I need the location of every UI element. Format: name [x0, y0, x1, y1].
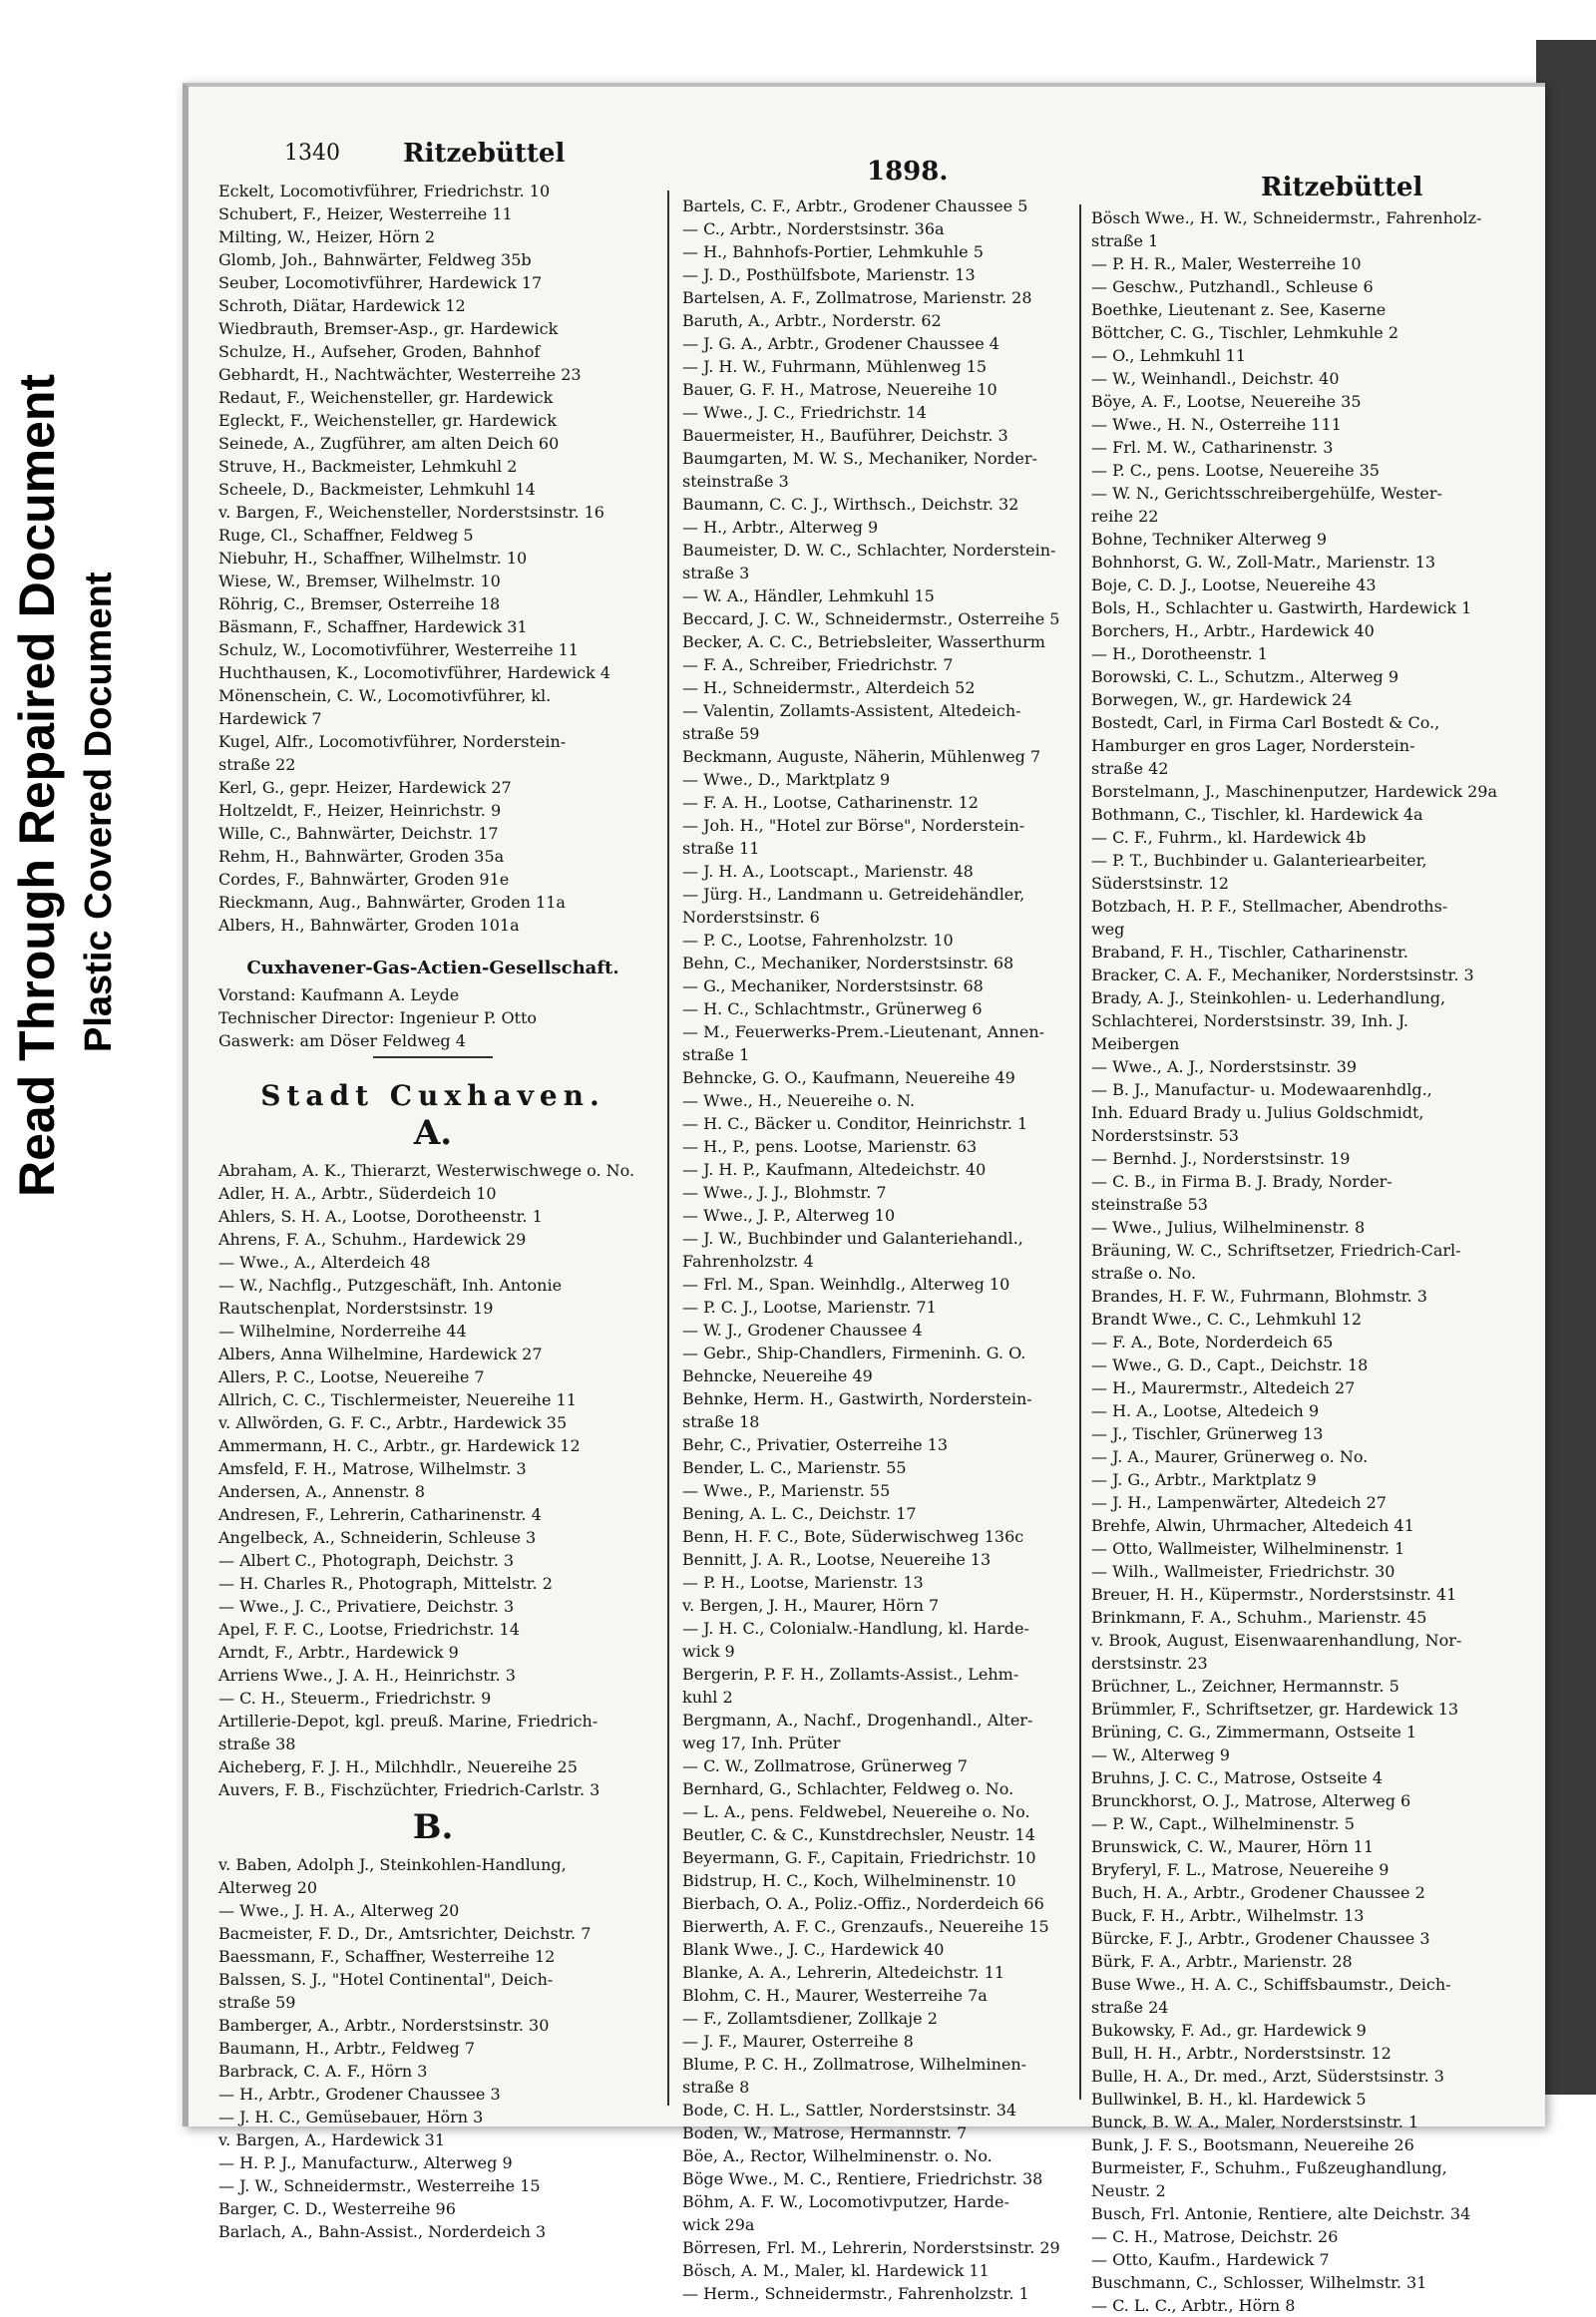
directory-entry: Fahrenholzstr. 4 — [682, 1252, 814, 1271]
directory-entry: — P. C., Lootse, Fahrenholzstr. 10 — [682, 931, 954, 950]
directory-entry: Eckelt, Locomotivführer, Friedrichstr. 10 — [218, 182, 551, 200]
directory-entry: steinstraße 3 — [682, 472, 789, 491]
page-number: 1340 — [284, 141, 340, 166]
directory-entry: — C. L. C., Arbtr., Hörn 8 — [1091, 2296, 1296, 2315]
directory-entry: — Joh. H., "Hotel zur Börse", Norderstein- — [682, 816, 1025, 835]
directory-entry: — C. H., Steuerm., Friedrichstr. 9 — [218, 1689, 492, 1708]
directory-entry: Röhrig, C., Bremser, Osterreihe 18 — [218, 594, 501, 613]
directory-entry: — F. A., Bote, Norderdeich 65 — [1091, 1333, 1334, 1352]
directory-entry: — W. A., Händler, Lehmkuhl 15 — [682, 586, 935, 605]
directory-entry: Rieckmann, Aug., Bahnwärter, Groden 11a — [218, 893, 566, 912]
directory-entry: Bostedt, Carl, in Firma Carl Bostedt & Co., — [1091, 713, 1440, 732]
directory-entry: Gebhardt, H., Nachtwächter, Westerreihe 23 — [218, 365, 582, 384]
directory-entry: — M., Feuerwerks-Prem.-Lieutenant, Annen- — [682, 1022, 1045, 1041]
directory-entry: Bothmann, C., Tischler, kl. Hardewick 4a — [1091, 805, 1423, 824]
directory-entry: — J. G. A., Arbtr., Grodener Chaussee 4 — [682, 334, 999, 353]
document-page — [183, 83, 1545, 2315]
directory-entry: Bohnhorst, G. W., Zoll-Matr., Marienstr. 13 — [1091, 553, 1436, 572]
column-1 — [218, 180, 647, 2241]
directory-entry: Behn, C., Mechaniker, Norderstsinstr. 68 — [682, 954, 1014, 972]
directory-entry: Beyermann, G. F., Capitain, Friedrichstr. 10 — [682, 1848, 1036, 1867]
directory-entry: Benn, H. F. C., Bote, Süderwischweg 136c — [682, 1527, 1024, 1546]
directory-entry: straße 1 — [682, 1045, 750, 1064]
directory-entry: Holtzeldt, F., Heizer, Heinrichstr. 9 — [218, 801, 502, 820]
directory-entry: Süderstsinstr. 12 — [1091, 874, 1229, 893]
gas-company-entries — [218, 983, 647, 1052]
directory-entry: — P. C., pens. Lootse, Neuereihe 35 — [1091, 461, 1380, 480]
directory-entry: Norderstsinstr. 53 — [1091, 1126, 1239, 1145]
directory-entry: straße 8 — [682, 2078, 750, 2097]
directory-entry: Baumann, H., Arbtr., Feldweg 7 — [218, 2039, 476, 2058]
directory-entry: Arriens Wwe., J. A. H., Heinrichstr. 3 — [218, 1666, 516, 1685]
directory-entry: Rautschenplat, Norderstsinstr. 19 — [218, 1299, 494, 1318]
directory-entry: Brunswick, C. W., Maurer, Hörn 11 — [1091, 1837, 1375, 1856]
directory-entry: Bergerin, P. F. H., Zollamts-Assist., Lehm- — [682, 1665, 1019, 1684]
directory-entry: — J. H. P., Kaufmann, Altedeichstr. 40 — [682, 1160, 987, 1179]
directory-entry: — F. A., Schreiber, Friedrichstr. 7 — [682, 655, 954, 674]
city-title: Stadt Cuxhaven. — [260, 1079, 605, 1112]
directory-entry: straße 11 — [682, 839, 760, 858]
directory-entry: Bartelsen, A. F., Zollmatrose, Marienstr. 28 — [682, 288, 1032, 307]
directory-entry: Behr, C., Privatier, Osterreihe 13 — [682, 1435, 949, 1454]
directory-entry: — C. F., Fuhrm., kl. Hardewick 4b — [1091, 828, 1367, 847]
directory-entry: — Wwe., Julius, Wilhelminenstr. 8 — [1091, 1218, 1366, 1237]
directory-entry: — H., Schneidermstr., Alterdeich 52 — [682, 678, 976, 697]
directory-entry: — Gebr., Ship-Chandlers, Firmeninh. G. O. — [682, 1344, 1026, 1362]
directory-entry: — W. J., Grodener Chaussee 4 — [682, 1321, 923, 1340]
header-left: Ritzebüttel — [403, 139, 566, 169]
directory-entry: Ahrens, F. A., Schuhm., Hardewick 29 — [218, 1230, 527, 1249]
directory-entry: Bauer, G. F. H., Matrose, Neuereihe 10 — [682, 380, 998, 399]
directory-entry: weg — [1091, 920, 1125, 939]
directory-entry: Bösch Wwe., H. W., Schneidermstr., Fahrenholz- — [1091, 208, 1482, 227]
directory-entry: — J. F., Maurer, Osterreihe 8 — [682, 2032, 914, 2051]
directory-entry: Baumann, C. C. J., Wirthsch., Deichstr. 32 — [682, 495, 1019, 514]
directory-entry: v. Baben, Adolph J., Steinkohlen-Handlung, — [218, 1855, 567, 1874]
directory-entry: Boden, W., Matrose, Hermannstr. 7 — [682, 2124, 968, 2142]
directory-entry: — G., Mechaniker, Norderstsinstr. 68 — [682, 976, 984, 995]
directory-entry: — P. C. J., Lootse, Marienstr. 71 — [682, 1298, 937, 1317]
directory-entry: — Geschw., Putzhandl., Schleuse 6 — [1091, 277, 1374, 296]
directory-entry: Böe, A., Rector, Wilhelminenstr. o. No. — [682, 2146, 993, 2165]
column-divider-1 — [667, 191, 669, 2106]
directory-entry: Bierwerth, A. F. C., Grenzaufs., Neuereihe 15 — [682, 1917, 1049, 1936]
directory-entry: Bukowsky, F. Ad., gr. Hardewick 9 — [1091, 2021, 1367, 2040]
column-2-entries — [682, 194, 1081, 2305]
directory-entry: — H. A., Lootse, Altedeich 9 — [1091, 1401, 1320, 1420]
directory-entry: — Wwe., H., Neuereihe o. N. — [682, 1091, 916, 1110]
directory-entry: Balssen, S. J., "Hotel Continental", Deich- — [218, 1970, 554, 1989]
directory-entry: Kugel, Alfr., Locomotivführer, Norderstein- — [218, 732, 567, 751]
directory-entry: — W., Weinhandl., Deichstr. 40 — [1091, 369, 1340, 388]
directory-entry: Cordes, F., Bahnwärter, Groden 91e — [218, 870, 510, 889]
directory-entry: — P. T., Buchbinder u. Galanteriearbeiter, — [1091, 851, 1427, 870]
directory-entry: Technischer Director: Ingenieur P. Otto — [218, 1008, 538, 1027]
directory-entry: Schulz, W., Locomotivführer, Westerreihe 11 — [218, 640, 579, 659]
directory-entry: — J. D., Posthülfsbote, Marienstr. 13 — [682, 265, 976, 284]
directory-entry: Böhm, A. F. W., Locomotivputzer, Harde- — [682, 2192, 1009, 2211]
directory-entry: Bürk, F. A., Arbtr., Marienstr. 28 — [1091, 1952, 1353, 1971]
directory-entry: — H. Charles R., Photograph, Mittelstr. 2 — [218, 1574, 553, 1593]
directory-entry: — C., Arbtr., Norderstsinstr. 36a — [682, 219, 945, 238]
directory-entry: wick 29a — [682, 2215, 755, 2234]
directory-entry: Gaswerk: am Döser Feldweg 4 — [218, 1031, 466, 1050]
header-year: 1898. — [867, 157, 949, 187]
directory-entry: straße 42 — [1091, 759, 1169, 778]
directory-entry: Allers, P. C., Lootse, Neuereihe 7 — [218, 1367, 485, 1386]
directory-entry: Bauermeister, H., Bauführer, Deichstr. 3 — [682, 426, 1008, 445]
directory-entry: — Wwe., P., Marienstr. 55 — [682, 1481, 891, 1500]
directory-entry: Norderstsinstr. 6 — [682, 908, 820, 927]
directory-entry: Bracker, C. A. F., Mechaniker, Norderstsinstr. 3 — [1091, 965, 1474, 984]
directory-entry: Abraham, A. K., Thierarzt, Westerwischwege o. No. — [218, 1161, 635, 1180]
directory-entry: Braband, F. H., Tischler, Catharinenstr. — [1091, 943, 1408, 962]
directory-entry: Behnke, Herm. H., Gastwirth, Norderstein- — [682, 1389, 1032, 1408]
directory-entry: Borstelmann, J., Maschinenputzer, Hardewick 29a — [1091, 782, 1498, 801]
directory-entry: Borowski, C. L., Schutzm., Alterweg 9 — [1091, 667, 1398, 686]
directory-entry: — J. H. A., Lootscapt., Marienstr. 48 — [682, 862, 974, 881]
directory-entry: Andresen, F., Lehrerin, Catharinenstr. 4 — [218, 1505, 542, 1524]
directory-entry: Buck, F. H., Arbtr., Wilhelmstr. 13 — [1091, 1906, 1365, 1925]
directory-entry: Niebuhr, H., Schaffner, Wilhelmstr. 10 — [218, 549, 528, 568]
column-2 — [682, 194, 1081, 2303]
directory-entry: Brehfe, Alwin, Uhrmacher, Altedeich 41 — [1091, 1516, 1414, 1535]
directory-entry: — Valentin, Zollamts-Assistent, Altedeich- — [682, 701, 1021, 720]
directory-entry: — Wwe., A., Alterdeich 48 — [218, 1253, 431, 1272]
directory-entry: — H., Maurermstr., Altedeich 27 — [1091, 1378, 1356, 1397]
directory-entry: Brunckhorst, O. J., Matrose, Alterweg 6 — [1091, 1791, 1411, 1810]
scan-border-right — [1536, 40, 1596, 2095]
directory-entry: Baessmann, F., Schaffner, Westerreihe 12 — [218, 1947, 556, 1966]
directory-entry: Bräuning, W. C., Schriftsetzer, Friedrich-Carl- — [1091, 1241, 1461, 1260]
directory-entry: straße 1 — [1091, 231, 1159, 250]
directory-entry: — Wwe., H. N., Osterreihe 111 — [1091, 415, 1342, 434]
directory-entry: Arndt, F., Arbtr., Hardewick 9 — [218, 1643, 459, 1662]
directory-entry: Bürcke, F. J., Arbtr., Grodener Chaussee 3 — [1091, 1929, 1430, 1948]
directory-entry: Beutler, C. & C., Kunstdrechsler, Neustr. 14 — [682, 1825, 1035, 1844]
directory-entry: — Wwe., J. P., Alterweg 10 — [682, 1206, 896, 1225]
directory-entry: Brady, A. J., Steinkohlen- u. Lederhandlung, — [1091, 988, 1446, 1007]
directory-entry: straße 59 — [218, 1993, 296, 2012]
directory-entry: Bening, A. L. C., Deichstr. 17 — [682, 1504, 917, 1523]
directory-entry: — O., Lehmkuhl 11 — [1091, 346, 1246, 365]
side-label-strip — [0, 0, 170, 2171]
directory-entry: straße 18 — [682, 1412, 760, 1431]
directory-entry: — H., P., pens. Lootse, Marienstr. 63 — [682, 1137, 978, 1156]
directory-entry: v. Allwörden, G. F. C., Arbtr., Hardewick 35 — [218, 1413, 568, 1432]
directory-entry: Brümmler, F., Schriftsetzer, gr. Hardewick 13 — [1091, 1700, 1459, 1719]
directory-entry: Borwegen, W., gr. Hardewick 24 — [1091, 690, 1353, 709]
directory-entry: — J., Tischler, Grünerweg 13 — [1091, 1424, 1324, 1443]
directory-entry: straße 38 — [218, 1735, 296, 1753]
directory-entry: — Otto, Kaufm., Hardewick 7 — [1091, 2250, 1330, 2269]
directory-entry: steinstraße 53 — [1091, 1195, 1208, 1214]
directory-entry: Albers, Anna Wilhelmine, Hardewick 27 — [218, 1345, 543, 1363]
directory-entry: straße o. No. — [1091, 1264, 1197, 1283]
column-1-entries-b — [218, 1159, 647, 1801]
directory-entry: wick 9 — [682, 1642, 735, 1661]
directory-entry: — J. H. W., Fuhrmann, Mühlenweg 15 — [682, 357, 988, 376]
directory-entry: Becker, A. C. C., Betriebsleiter, Wasserthurm — [682, 632, 1045, 651]
side-label-plastic: Plastic Covered Document — [78, 572, 120, 1052]
directory-entry: Bernhard, G., Schlachter, Feldweg o. No. — [682, 1779, 1014, 1798]
directory-entry: Adler, H. A., Arbtr., Süderdeich 10 — [218, 1184, 497, 1203]
directory-entry: Scheele, D., Backmeister, Lehmkuhl 14 — [218, 480, 536, 499]
directory-entry: v. Bergen, J. H., Maurer, Hörn 7 — [682, 1596, 940, 1615]
column-3-entries — [1091, 206, 1530, 2317]
directory-entry: Hardewick 7 — [218, 709, 322, 728]
directory-entry: v. Bargen, A., Hardewick 31 — [218, 2130, 446, 2149]
directory-entry: Wiese, W., Bremser, Wilhelmstr. 10 — [218, 572, 501, 590]
directory-entry: — F., Zollamtsdiener, Zollkaje 2 — [682, 2009, 938, 2028]
directory-entry: Bamberger, A., Arbtr., Norderstsinstr. 30 — [218, 2016, 550, 2035]
directory-entry: Mönenschein, C. W., Locomotivführer, kl. — [218, 686, 552, 705]
directory-entry: — Wwe., J. J., Blohmstr. 7 — [682, 1183, 887, 1202]
directory-entry: Kerl, G., gepr. Heizer, Hardewick 27 — [218, 778, 512, 797]
directory-entry: — Bernhd. J., Norderstsinstr. 19 — [1091, 1149, 1351, 1168]
directory-entry: Bols, H., Schlachter u. Gastwirth, Hardewick 1 — [1091, 598, 1472, 617]
directory-entry: Bennitt, J. A. R., Lootse, Neuereihe 13 — [682, 1550, 992, 1569]
directory-entry: Milting, W., Heizer, Hörn 2 — [218, 227, 436, 246]
directory-entry: Brandt Wwe., C. C., Lehmkuhl 12 — [1091, 1310, 1363, 1329]
directory-entry: — H. P. J., Manufacturw., Alterweg 9 — [218, 2153, 513, 2172]
directory-entry: Borchers, H., Arbtr., Hardewick 40 — [1091, 621, 1375, 640]
directory-entry: Buch, H. A., Arbtr., Grodener Chaussee 2 — [1091, 1883, 1425, 1902]
directory-entry: Inh. Eduard Brady u. Julius Goldschmidt, — [1091, 1103, 1424, 1122]
directory-entry: — Wwe., J. C., Privatiere, Deichstr. 3 — [218, 1597, 515, 1616]
directory-entry: Neustr. 2 — [1091, 2181, 1166, 2200]
directory-entry: — C. H., Matrose, Deichstr. 26 — [1091, 2227, 1339, 2246]
directory-entry: Buschmann, C., Schlosser, Wilhelmstr. 31 — [1091, 2273, 1427, 2292]
directory-entry: Barlach, A., Bahn-Assist., Norderdeich 3 — [218, 2222, 547, 2241]
directory-entry: Bösch, A. M., Maler, kl. Hardewick 11 — [682, 2261, 990, 2280]
directory-entry: — H. C., Bäcker u. Conditor, Heinrichstr. 1 — [682, 1114, 1028, 1133]
directory-entry: — Frl. M. W., Catharinenstr. 3 — [1091, 438, 1334, 457]
directory-entry: straße 22 — [218, 755, 296, 774]
directory-entry: Andersen, A., Annenstr. 8 — [218, 1482, 426, 1501]
header-right: Ritzebüttel — [1261, 173, 1423, 202]
directory-entry: Huchthausen, K., Locomotivführer, Hardewick 4 — [218, 663, 611, 682]
directory-entry: Artillerie-Depot, kgl. preuß. Marine, Friedrich- — [218, 1712, 598, 1731]
directory-entry: Bartels, C. F., Arbtr., Grodener Chaussee 5 — [682, 196, 1028, 215]
directory-entry: v. Brook, August, Eisenwaarenhandlung, Nor- — [1091, 1631, 1462, 1650]
directory-entry: Böge Wwe., M. C., Rentiere, Friedrichstr. 38 — [682, 2169, 1043, 2188]
directory-entry: Meibergen — [1091, 1034, 1180, 1053]
directory-entry: Börresen, Frl. M., Lehrerin, Norderstsinstr. 29 — [682, 2238, 1060, 2257]
directory-entry: Beccard, J. C. W., Schneidermstr., Osterreihe 5 — [682, 609, 1060, 628]
directory-entry: Bruhns, J. C. C., Matrose, Ostseite 4 — [1091, 1768, 1384, 1787]
directory-entry: v. Bargen, F., Weichensteller, Norderstsinstr. 16 — [218, 503, 604, 522]
directory-entry: — Otto, Wallmeister, Wilhelminenstr. 1 — [1091, 1539, 1405, 1558]
directory-entry: Böye, A. F., Lootse, Neuereihe 35 — [1091, 392, 1362, 411]
directory-entry: — B. J., Manufactur- u. Modewaarenhdlg., — [1091, 1080, 1432, 1099]
directory-entry: Vorstand: Kaufmann A. Leyde — [218, 985, 460, 1004]
directory-entry: Breuer, H. H., Küpermstr., Norderstsinstr. 41 — [1091, 1585, 1457, 1604]
directory-entry: — P. H., Lootse, Marienstr. 13 — [682, 1573, 924, 1592]
directory-entry: — J. H. C., Colonialw.-Handlung, kl. Harde- — [682, 1619, 1029, 1638]
directory-entry: — H. C., Schlachtmstr., Grünerweg 6 — [682, 999, 983, 1018]
directory-entry: — H., Bahnhofs-Portier, Lehmkuhle 5 — [682, 242, 984, 261]
directory-entry: Bullwinkel, B. H., kl. Hardewick 5 — [1091, 2090, 1367, 2109]
directory-entry: Brüning, C. G., Zimmermann, Ostseite 1 — [1091, 1723, 1417, 1741]
directory-entry: Bidstrup, H. C., Koch, Wilhelminenstr. 10 — [682, 1871, 1016, 1890]
directory-entry: — J. H., Lampenwärter, Altedeich 27 — [1091, 1493, 1387, 1512]
directory-entry: — J. W., Buchbinder und Galanteriehandl., — [682, 1229, 1023, 1248]
directory-entry: Bulle, H. A., Dr. med., Arzt, Süderstsinstr. 3 — [1091, 2067, 1444, 2086]
directory-entry: — Herm., Schneidermstr., Fahrenholzstr. 1 — [682, 2284, 1029, 2303]
directory-entry: Allrich, C. C., Tischlermeister, Neuereihe 11 — [218, 1390, 577, 1409]
directory-entry: Schlachterei, Norderstsinstr. 39, Inh. J. — [1091, 1011, 1408, 1030]
letter-heading-a: A. — [413, 1113, 453, 1153]
directory-entry: Struve, H., Backmeister, Lehmkuhl 2 — [218, 457, 518, 476]
directory-entry: — J. H. C., Gemüsebauer, Hörn 3 — [218, 2108, 484, 2126]
directory-entry: Boethke, Lieutenant z. See, Kaserne — [1091, 300, 1387, 319]
directory-entry: Apel, F. F. C., Lootse, Friedrichstr. 14 — [218, 1620, 520, 1639]
directory-entry: Botzbach, H. P. F., Stellmacher, Abendroths- — [1091, 897, 1448, 916]
directory-entry: Behncke, G. O., Kaufmann, Neuereihe 49 — [682, 1068, 1015, 1087]
directory-entry: Bunck, B. W. A., Maler, Norderstsinstr. 1 — [1091, 2113, 1419, 2131]
directory-entry: — Wwe., J. H. A., Alterweg 20 — [218, 1901, 460, 1920]
directory-entry: — Wwe., D., Marktplatz 9 — [682, 770, 891, 789]
letter-heading-b: B. — [412, 1807, 454, 1847]
directory-entry: Bierbach, O. A., Poliz.-Offiz., Norderdeich 66 — [682, 1894, 1044, 1913]
directory-entry: Barbrack, C. A. F., Hörn 3 — [218, 2062, 428, 2081]
column-1-entries-a — [218, 180, 647, 937]
directory-entry: Redaut, F., Weichensteller, gr. Hardewick — [218, 388, 554, 407]
directory-entry: Schulze, H., Aufseher, Groden, Bahnhof — [218, 342, 541, 361]
directory-entry: Bergmann, A., Nachf., Drogenhandl., Alter- — [682, 1711, 1033, 1730]
directory-entry: derstsinstr. 23 — [1091, 1654, 1208, 1673]
directory-entry: — F. A. H., Lootse, Catharinenstr. 12 — [682, 793, 979, 812]
directory-entry: — Wwe., A. J., Norderstsinstr. 39 — [1091, 1057, 1358, 1076]
directory-entry: straße 24 — [1091, 1998, 1169, 2017]
directory-entry: Baumeister, D. W. C., Schlachter, Norderstein- — [682, 541, 1056, 560]
directory-entry: weg 17, Inh. Prüter — [682, 1734, 841, 1752]
directory-entry: Bacmeister, F. D., Dr., Amtsrichter, Deichstr. 7 — [218, 1924, 592, 1943]
side-label-repaired: Read Through Repaired Document — [9, 373, 65, 1197]
directory-entry: Ruge, Cl., Schaffner, Feldweg 5 — [218, 526, 474, 545]
directory-entry: Burmeister, F., Schuhm., Fußzeughandlung, — [1091, 2158, 1447, 2177]
directory-entry: straße 3 — [682, 564, 750, 582]
directory-entry: Schroth, Diätar, Hardewick 12 — [218, 296, 466, 315]
directory-entry: Albers, H., Bahnwärter, Groden 101a — [218, 916, 520, 935]
directory-entry: — H., Dorotheenstr. 1 — [1091, 644, 1268, 663]
directory-entry: Barger, C. D., Westerreihe 96 — [218, 2199, 456, 2218]
directory-entry: — P. W., Capt., Wilhelminenstr. 5 — [1091, 1814, 1355, 1833]
directory-entry: Blank Wwe., J. C., Hardewick 40 — [682, 1940, 945, 1959]
directory-entry: Glomb, Joh., Bahnwärter, Feldweg 35b — [218, 250, 532, 269]
directory-entry: — Frl. M., Span. Weinhdlg., Alterweg 10 — [682, 1275, 1010, 1294]
column-1-entries-c — [218, 1853, 647, 2243]
column-3 — [1091, 206, 1530, 2315]
directory-entry: Egleckt, F., Weichensteller, gr. Hardewick — [218, 411, 557, 430]
directory-entry: — J. G., Arbtr., Marktplatz 9 — [1091, 1470, 1317, 1489]
directory-entry: — H., Arbtr., Alterweg 9 — [682, 518, 879, 537]
directory-entry: Behncke, Neuereihe 49 — [682, 1366, 873, 1385]
directory-entry: Brandes, H. F. W., Fuhrmann, Blohmstr. 3 — [1091, 1287, 1427, 1306]
directory-entry: Blume, P. C. H., Zollmatrose, Wilhelminen- — [682, 2055, 1027, 2074]
directory-entry: Böttcher, C. G., Tischler, Lehmkuhle 2 — [1091, 323, 1398, 342]
directory-entry: reihe 22 — [1091, 507, 1159, 526]
directory-entry: straße 59 — [682, 724, 760, 743]
directory-entry: Bryferyl, F. L., Matrose, Neuereihe 9 — [1091, 1860, 1390, 1879]
directory-entry: Rehm, H., Bahnwärter, Groden 35a — [218, 847, 505, 866]
directory-entry: — W., Alterweg 9 — [1091, 1745, 1230, 1764]
directory-entry: Baruth, A., Arbtr., Norderstr. 62 — [682, 311, 942, 330]
directory-entry: — Wwe., G. D., Capt., Deichstr. 18 — [1091, 1355, 1369, 1374]
directory-entry: Brinkmann, F. A., Schuhm., Marienstr. 45 — [1091, 1608, 1427, 1627]
directory-entry: — C. W., Zollmatrose, Grünerweg 7 — [682, 1756, 968, 1775]
directory-entry: — Albert C., Photograph, Deichstr. 3 — [218, 1551, 515, 1570]
gas-company-title: Cuxhavener-Gas-Actien-Gesellschaft. — [246, 958, 619, 978]
directory-entry: Seuber, Locomotivführer, Hardewick 17 — [218, 273, 543, 292]
directory-entry: Bohne, Techniker Alterweg 9 — [1091, 530, 1328, 549]
section-rule — [373, 1056, 493, 1058]
directory-entry: Wiedbrauth, Bremser-Asp., gr. Hardewick — [218, 319, 559, 338]
directory-entry: Wille, C., Bahnwärter, Deichstr. 17 — [218, 824, 499, 843]
directory-entry: — C. B., in Firma B. J. Brady, Norder- — [1091, 1172, 1393, 1191]
directory-entry: Blanke, A. A., Lehrerin, Altedeichstr. 11 — [682, 1963, 1005, 1982]
directory-entry: Buse Wwe., H. A. C., Schiffsbaumstr., Deich- — [1091, 1975, 1451, 1994]
directory-entry: Busch, Frl. Antonie, Rentiere, alte Deichstr. 34 — [1091, 2204, 1471, 2223]
directory-entry: Amsfeld, F. H., Matrose, Wilhelmstr. 3 — [218, 1459, 527, 1478]
directory-entry: Bull, H. H., Arbtr., Norderstsinstr. 12 — [1091, 2044, 1392, 2063]
directory-entry: Seinede, A., Zugführer, am alten Deich 60 — [218, 434, 560, 453]
directory-entry: — H., Arbtr., Grodener Chaussee 3 — [218, 2085, 501, 2104]
directory-entry: — J. A., Maurer, Grünerweg o. No. — [1091, 1447, 1369, 1466]
directory-entry: Baumgarten, M. W. S., Mechaniker, Norder- — [682, 449, 1037, 468]
directory-entry: — W., Nachflg., Putzgeschäft, Inh. Antonie — [218, 1276, 563, 1295]
directory-entry: Hamburger en gros Lager, Norderstein- — [1091, 736, 1415, 755]
directory-entry: Bender, L. C., Marienstr. 55 — [682, 1458, 907, 1477]
directory-entry: Brüchner, L., Zeichner, Hermannstr. 5 — [1091, 1677, 1399, 1696]
directory-entry: — J. W., Schneidermstr., Westerreihe 15 — [218, 2176, 541, 2195]
directory-entry: Alterweg 20 — [218, 1878, 318, 1897]
directory-entry: Boje, C. D. J., Lootse, Neuereihe 43 — [1091, 576, 1377, 594]
directory-entry: Ahlers, S. H. A., Lootse, Dorotheenstr. 1 — [218, 1207, 543, 1226]
directory-entry: — Wilhelmine, Norderreihe 44 — [218, 1322, 467, 1341]
directory-entry: Bäsmann, F., Schaffner, Hardewick 31 — [218, 617, 528, 636]
directory-entry: — P. H. R., Maler, Westerreihe 10 — [1091, 254, 1362, 273]
directory-entry: — Wilh., Wallmeister, Friedrichstr. 30 — [1091, 1562, 1396, 1581]
directory-entry: Bunk, J. F. S., Bootsmann, Neuereihe 26 — [1091, 2135, 1414, 2154]
directory-entry: Aicheberg, F. J. H., Milchhdlr., Neuereihe 25 — [218, 1757, 578, 1776]
directory-entry: Angelbeck, A., Schneiderin, Schleuse 3 — [218, 1528, 537, 1547]
directory-entry: Ammermann, H. C., Arbtr., gr. Hardewick 12 — [218, 1436, 581, 1455]
directory-entry: — W. N., Gerichtsschreibergehülfe, Wester- — [1091, 484, 1442, 503]
directory-entry: Bode, C. H. L., Sattler, Norderstsinstr. 34 — [682, 2101, 1017, 2120]
directory-entry: — Jürg. H., Landmann u. Getreidehändler, — [682, 885, 1025, 904]
directory-entry: Auvers, F. B., Fischzüchter, Friedrich-Carlstr. 3 — [218, 1780, 600, 1799]
directory-entry: kuhl 2 — [682, 1688, 733, 1707]
directory-entry: — Wwe., J. C., Friedrichstr. 14 — [682, 403, 927, 422]
directory-entry: Beckmann, Auguste, Näherin, Mühlenweg 7 — [682, 747, 1041, 766]
directory-entry: Blohm, C. H., Maurer, Westerreihe 7a — [682, 1986, 988, 2005]
directory-entry: — L. A., pens. Feldwebel, Neuereihe o. No. — [682, 1802, 1030, 1821]
directory-entry: Schubert, F., Heizer, Westerreihe 11 — [218, 204, 513, 223]
